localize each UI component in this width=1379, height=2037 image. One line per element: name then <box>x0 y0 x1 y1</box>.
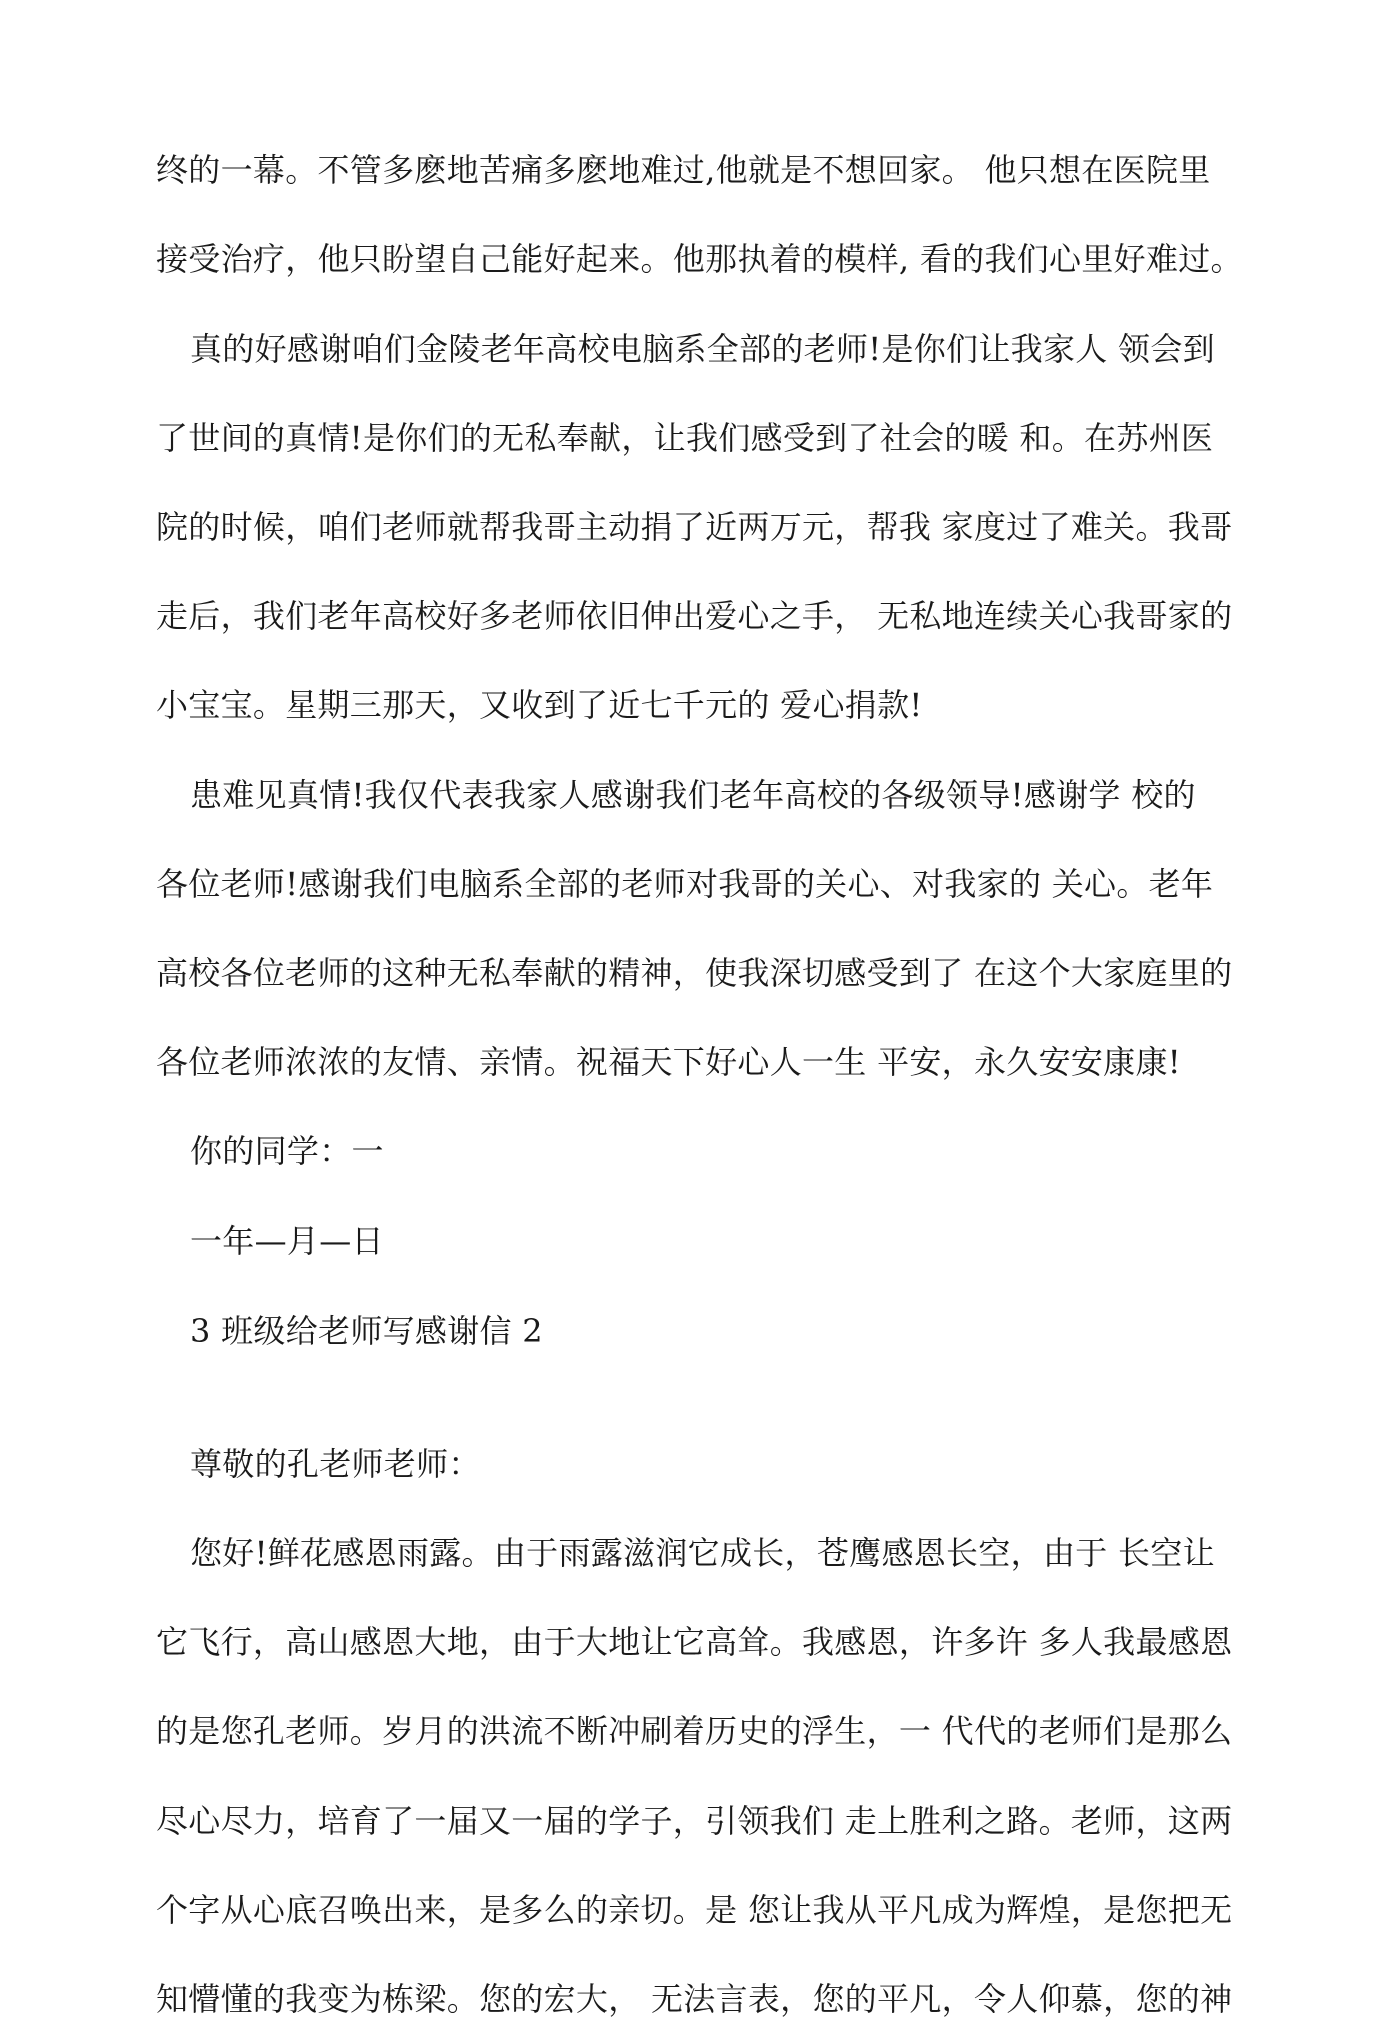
text-line: 高校各位老师的这种无私奉献的精神，使我深切感受到了 在这个大家庭里的 <box>156 954 1233 992</box>
salutation: 尊敬的孔老师老师： <box>190 1445 481 1483</box>
paragraph-start: 您好!鲜花感恩雨露。由于雨露滋润它成长，苍鹰感恩长空，由于 长空让 <box>190 1534 1215 1572</box>
text-line: 接受治疗，他只盼望自己能好起来。他那执着的模样, 看的我们心里好难过。 <box>156 240 1243 278</box>
text-line: 终的一幕。不管多麽地苦痛多麽地难过,他就是不想回家。 他只想在医院里 <box>156 151 1211 189</box>
text-line: 知懵懂的我变为栋梁。您的宏大， 无法言表，您的平凡，令人仰慕，您的神 <box>156 1980 1233 2018</box>
paragraph-start: 患难见真情!我仅代表我家人感谢我们老年高校的各级领导!感谢学 校的 <box>190 776 1196 814</box>
text-line: 它飞行，高山感恩大地，由于大地让它高耸。我感恩，许多许 多人我最感恩 <box>156 1623 1233 1661</box>
text-line: 尽心尽力，培育了一届又一届的学子，引领我们 走上胜利之路。老师，这两 <box>156 1802 1233 1840</box>
paragraph-start: 真的好感谢咱们金陵老年高校电脑系全部的老师!是你们让我家人 领会到 <box>190 330 1215 368</box>
signature-line: 你的同学：一 <box>190 1132 384 1170</box>
text-line: 各位老师!感谢我们电脑系全部的老师对我哥的关心、对我家的 关心。老年 <box>156 865 1214 903</box>
text-line: 了世间的真情!是你们的无私奉献，让我们感受到了社会的暖 和。在苏州医 <box>156 419 1214 457</box>
text-line: 的是您孔老师。岁月的洪流不断冲刷着历史的浮生，一 代代的老师们是那么 <box>156 1712 1233 1750</box>
section-heading: 3 班级给老师写感谢信 2 <box>190 1312 543 1350</box>
text-line: 院的时候，咱们老师就帮我哥主动捐了近两万元，帮我 家度过了难关。我哥 <box>156 508 1233 546</box>
text-line: 个字从心底召唤出来，是多么的亲切。是 您让我从平凡成为辉煌，是您把无 <box>156 1891 1233 1929</box>
text-line: 小宝宝。星期三那天，又收到了近七千元的 爱心捐款! <box>156 686 923 724</box>
text-line: 各位老师浓浓的友情、亲情。祝福天下好心人一生 平安，永久安安康康! <box>156 1043 1181 1081</box>
text-line: 走后，我们老年高校好多老师依旧伸出爱心之手， 无私地连续关心我哥家的 <box>156 597 1233 635</box>
date-line: 一年—月—日 <box>190 1222 384 1260</box>
